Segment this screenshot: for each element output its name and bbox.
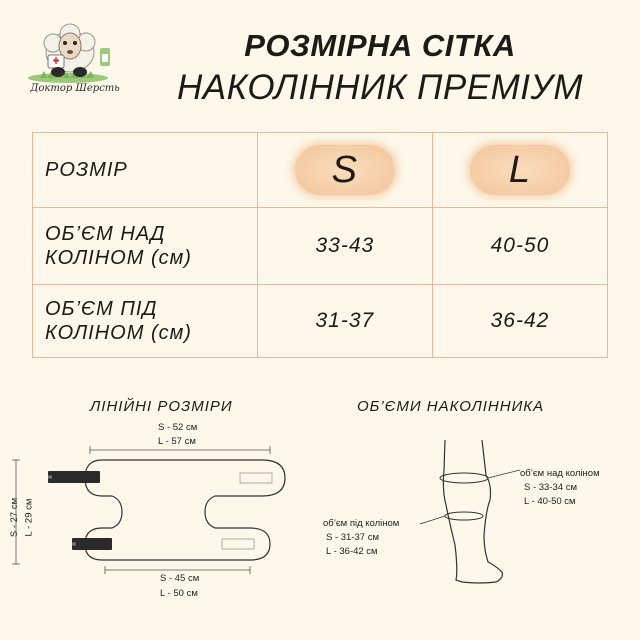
below-knee-s: S - 31-37 см bbox=[326, 532, 379, 543]
label-line: ОБ’ЄМ НАД bbox=[45, 223, 166, 245]
above-knee-label: об’єм над коліном bbox=[520, 468, 600, 479]
row-label bbox=[33, 208, 258, 285]
label-line: ОБ’ЄМ ПІД bbox=[45, 298, 158, 320]
linear-dimensions-title: ЛІНІЙНІ РОЗМІРИ bbox=[90, 398, 233, 415]
brand-logo bbox=[18, 10, 128, 105]
label-line: КОЛІНОМ (см) bbox=[45, 247, 192, 269]
row-label bbox=[33, 285, 258, 358]
below-knee-l: L - 36-42 см bbox=[326, 546, 378, 557]
value-cell: 36-42 bbox=[432, 285, 607, 358]
strap-top bbox=[48, 471, 100, 483]
volumes-title: ОБ’ЄМИ НАКОЛІННИКА bbox=[357, 398, 545, 415]
size-table bbox=[32, 132, 608, 358]
side-height-s: S - 27 см bbox=[9, 497, 21, 538]
row-label bbox=[33, 133, 258, 208]
size-cell bbox=[432, 133, 607, 208]
size-pill-s: S bbox=[295, 145, 395, 195]
bottom-length-l: L - 50 см bbox=[160, 588, 198, 599]
size-cell bbox=[257, 133, 432, 208]
value-cell: 33-43 bbox=[257, 208, 432, 285]
top-length-s: S - 52 см bbox=[158, 422, 198, 433]
size-pill-l: L bbox=[470, 145, 570, 195]
value-cell: 40-50 bbox=[432, 208, 607, 285]
sheep-logo-icon bbox=[18, 10, 128, 88]
bottom-length-s: S - 45 см bbox=[160, 573, 200, 584]
table-row bbox=[33, 285, 608, 358]
leg-outline bbox=[443, 440, 502, 583]
leg-diagram bbox=[400, 430, 600, 600]
above-knee-s: S - 33-34 см bbox=[524, 482, 577, 493]
above-knee-l: L - 40-50 см bbox=[524, 496, 576, 507]
top-length-l: L - 57 см bbox=[158, 436, 196, 447]
knee-brace-flat-diagram bbox=[0, 440, 300, 610]
table-row bbox=[33, 133, 608, 208]
product-title: НАКОЛІННИК ПРЕМІУМ bbox=[176, 68, 584, 107]
below-knee-label: об’єм під коліном bbox=[323, 518, 400, 529]
label-line: РОЗМІР bbox=[45, 159, 128, 181]
label-line: КОЛІНОМ (см) bbox=[45, 322, 192, 344]
table-row bbox=[33, 208, 608, 285]
strap-bottom bbox=[72, 538, 112, 550]
page-title: РОЗМІРНА СІТКА bbox=[244, 28, 516, 63]
side-height-l: L - 29 см bbox=[23, 498, 35, 537]
value-cell: 31-37 bbox=[257, 285, 432, 358]
brand-name: Доктор Шерсть bbox=[30, 83, 120, 94]
